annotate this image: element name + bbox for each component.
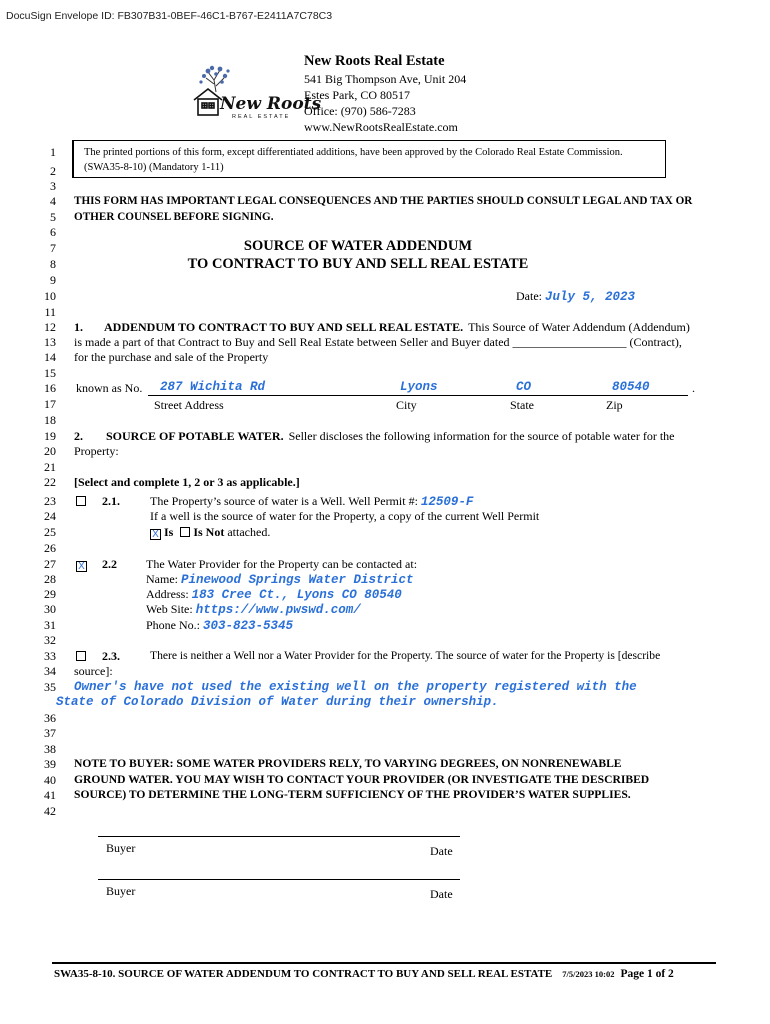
attached-text: attached. [227,525,271,539]
footer-rule [52,962,716,964]
street-address-field[interactable]: 287 Wichita Rd [160,380,266,394]
company-address-line2: Estes Park, CO 80517 [304,88,410,102]
provider-address-label: Address: [146,587,189,601]
option-2-1-text: The Property’s source of water is a Well. Well Permit #: [150,494,418,508]
option-2-2-checkbox[interactable] [76,556,87,572]
address-period: . [692,381,695,395]
document-title-line2: TO CONTRACT TO BUY AND SELL REAL ESTATE [187,256,529,272]
option-2-3-number: 2.3. [102,649,120,663]
state-label: State [510,398,534,412]
line-number: 39 [44,757,56,771]
provider-name-label: Name: [146,572,178,586]
date-row [516,288,635,305]
note-to-buyer-line2: GROUND WATER. YOU MAY WISH TO CONTACT YOUR PROVIDER (OR INVESTIGATE THE DESCRIBED [74,773,650,786]
line-number: 41 [44,788,56,802]
line-number: 42 [44,804,56,818]
provider-website-field[interactable]: https://www.pwswd.com/ [195,603,361,617]
section2-heading: SOURCE OF POTABLE WATER. [106,429,284,443]
note-to-buyer-line3: SOURCE) TO DETERMINE THE LONG-TERM SUFFICIENCY OF THE PROVIDER’S WATER SUPPLIES. [74,788,631,801]
buyer-label-1: Buyer [106,841,136,855]
city-label: City [396,398,417,412]
line-number: 15 [44,366,56,380]
line-number: 25 [44,525,56,539]
water-source-description-line2[interactable]: State of Colorado Division of Water during their ownership. [56,695,499,709]
line-number: 34 [44,664,56,678]
provider-name-field[interactable]: Pinewood Springs Water District [181,573,414,587]
footer-timestamp: 7/5/2023 10:02 [562,969,615,979]
option-2-3-text2: source]: [74,664,113,678]
date-label-1: Date [430,844,453,858]
is-label: Is [164,525,174,539]
notice-line1: The printed portions of this form, except differentiated additions, have been approved by the Colorado Real Estate Commission. [84,147,623,158]
docusign-envelope-id: DocuSign Envelope ID: FB307B31-0BEF-46C1-B767-E2411A7C78C3 [6,10,333,22]
line-number: 26 [44,541,56,555]
company-name: New Roots Real Estate [304,53,445,69]
section1-heading: ADDENDUM TO CONTRACT TO BUY AND SELL REAL ESTATE. [104,320,464,334]
is-not-label: Is Not [193,525,225,539]
section2-text2: Property: [74,444,119,458]
city-field[interactable]: Lyons [400,380,438,394]
option-2-1-text2: If a well is the source of water for the Property, a copy of the current Well Permit [150,509,540,523]
line-number: 22 [44,475,56,489]
line-number: 17 [44,397,56,411]
line-number: 29 [44,587,56,601]
line-number: 2 [50,164,56,178]
state-field[interactable]: CO [516,380,532,394]
zip-label: Zip [606,398,623,412]
line-number: 31 [44,618,56,632]
option-2-1-checkbox[interactable] [76,493,86,509]
is-not-checkbox[interactable] [180,527,190,537]
document-title-line1: SOURCE OF WATER ADDENDUM [243,238,473,254]
buyer-label-2: Buyer [106,884,136,898]
footer [54,968,674,980]
buyer-signature-line-2[interactable] [98,879,460,880]
line-number: 28 [44,572,56,586]
provider-website-label: Web Site: [146,602,193,616]
company-logo [192,62,322,120]
line-number: 1 [50,145,56,159]
option-2-1-attached-row [150,524,270,540]
option-2-2-number: 2.2 [102,557,117,571]
line-number: 33 [44,649,56,663]
zip-field[interactable]: 80540 [612,380,650,394]
line-number: 35 [44,680,56,694]
line-number: 6 [50,225,56,239]
line-number: 12 [44,320,56,334]
address-underline [148,395,688,396]
legal-warning-line2: OTHER COUNSEL BEFORE SIGNING. [74,211,274,223]
svg-text:New Roots: New Roots [220,94,322,114]
line-number: 5 [50,210,56,224]
date-field[interactable]: July 5, 2023 [545,290,636,304]
section1-text1: This Source of Water Addendum (Addendum) [468,320,690,334]
line-number: 30 [44,602,56,616]
line-number: 8 [50,257,56,271]
line-number: 32 [44,633,56,647]
option-2-2-text: The Water Provider for the Property can be contacted at: [146,557,418,571]
line-number: 24 [44,509,56,523]
option-2-1-number: 2.1. [102,494,120,508]
option-2-2-checkmark: X [76,561,87,572]
line-number: 36 [44,711,56,725]
buyer-signature-line-1[interactable] [98,836,460,837]
line-number: 10 [44,289,56,303]
provider-website-row [146,601,361,618]
line-number: 18 [44,413,56,427]
line-number: 7 [50,241,56,255]
line-number: 38 [44,742,56,756]
svg-text:REAL ESTATE: REAL ESTATE [232,114,291,120]
section1-text3: for the purchase and sale of the Property [74,350,269,364]
company-address-line1: 541 Big Thompson Ave, Unit 204 [304,72,467,86]
section2-number: 2. [74,429,83,443]
note-to-buyer-line1: NOTE TO BUYER: SOME WATER PROVIDERS RELY, TO VARYING DEGREES, ON NONRENEWABLE [74,757,622,770]
notice-line2: (SWA35-8-10) (Mandatory 1-11) [84,162,224,173]
known-as-label: known as No. [76,381,143,395]
line-number: 14 [44,350,56,364]
section1-number: 1. [74,320,83,334]
line-number: 9 [50,273,56,287]
line-number: 11 [44,305,56,319]
line-number: 20 [44,444,56,458]
line-number: 13 [44,335,56,349]
option-2-3-checkbox[interactable] [76,648,86,664]
line-number: 16 [44,381,56,395]
street-address-label: Street Address [154,398,224,412]
commission-notice-box [72,140,666,178]
line-number: 27 [44,557,56,571]
line-number: 23 [44,494,56,508]
footer-page-number: Page 1 of 2 [620,968,674,980]
section2-line1 [74,428,674,444]
line-number: 40 [44,773,56,787]
date-label-2: Date [430,887,453,901]
section1-line1 [74,319,690,335]
line-number: 4 [50,194,56,208]
select-instruction: [Select and complete 1, 2 or 3 as applicable.] [74,475,300,489]
is-checkbox[interactable]: X [150,529,161,540]
line-number: 37 [44,726,56,740]
section1-text2: is made a part of that Contract to Buy and Sell Real Estate between Seller and Buyer dated ___________________ (Contract), [74,335,682,349]
provider-phone-field[interactable]: 303-823-5345 [203,619,294,633]
footer-form-name: SWA35-8-10. SOURCE OF WATER ADDENDUM TO CONTRACT TO BUY AND SELL REAL ESTATE [54,968,553,980]
line-number: 19 [44,429,56,443]
provider-phone-row [146,617,293,634]
line-number: 3 [50,179,56,193]
house-tree-logo-icon [192,62,322,120]
provider-phone-label: Phone No.: [146,618,200,632]
line-number: 21 [44,460,56,474]
provider-address-field[interactable]: 183 Cree Ct., Lyons CO 80540 [191,588,402,602]
date-label: Date: [516,289,542,303]
section2-text1: Seller discloses the following information for the source of potable water for the [288,429,675,443]
water-source-description-line1[interactable]: Owner's have not used the existing well on the property registered with the [74,680,637,694]
option-2-3-text: There is neither a Well nor a Water Provider for the Property. The source of water for the Property is [describe [150,649,661,662]
company-phone: Office: (970) 586-7283 [304,104,416,118]
company-info [304,52,466,135]
legal-warning-line1: THIS FORM HAS IMPORTANT LEGAL CONSEQUENCES AND THE PARTIES SHOULD CONSULT LEGAL AND TAX OR [74,195,693,207]
well-permit-field[interactable]: 12509-F [420,495,474,509]
company-website: www.NewRootsRealEstate.com [304,120,458,134]
